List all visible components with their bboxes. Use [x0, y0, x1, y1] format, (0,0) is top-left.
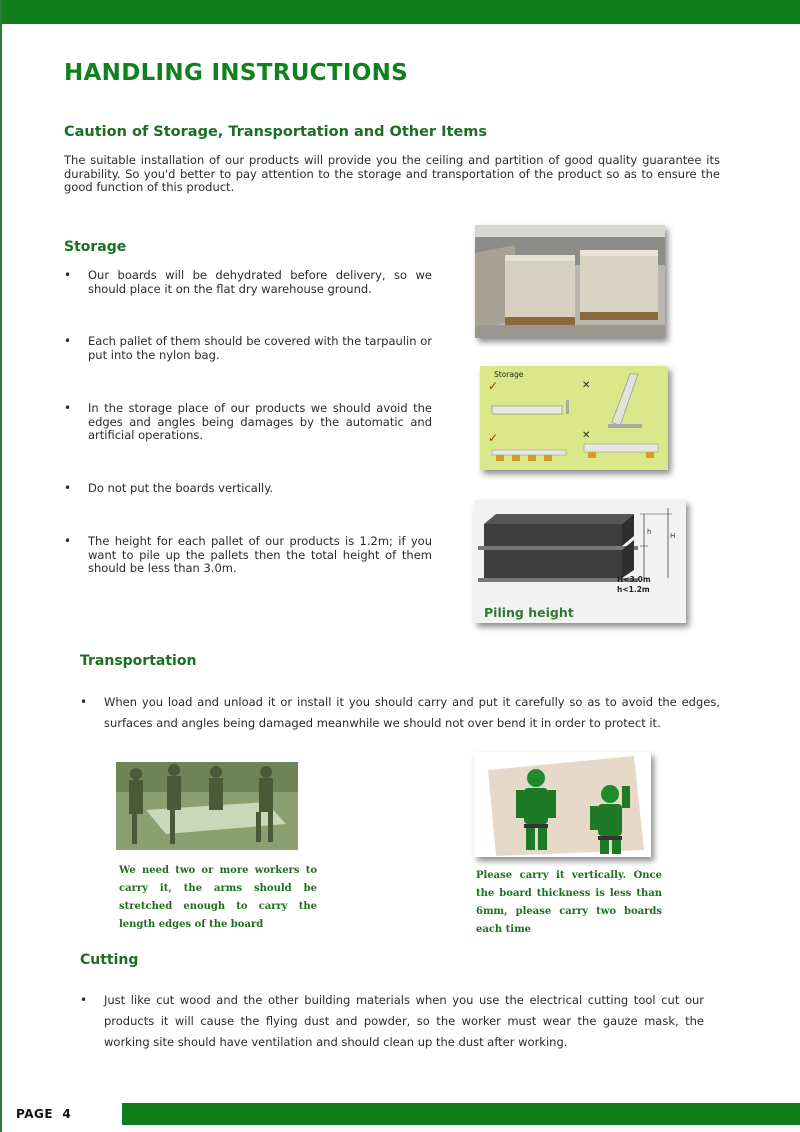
caution-paragraph: The suitable installation of our products will provide you the ceiling and partition of good quality guarantee its durability. So you'd better to pay attention to the storage and transportation of the product so as to ensure the good function of this product. [64, 153, 720, 194]
header-bar [0, 0, 800, 24]
check-icon: ✓ [488, 431, 499, 445]
left-caption: We need two or more workers to carry it, the arms should be stretched enough to carry the length edges of the board [119, 865, 317, 930]
height-mark-large: H [670, 532, 676, 540]
height-mark-small: h [647, 528, 652, 536]
page-number: 4 [62, 1107, 72, 1121]
storage-bullet-5 [64, 535, 432, 576]
bullet-icon: • [80, 695, 88, 709]
page-number-label [16, 1107, 71, 1121]
warehouse-photo [475, 225, 665, 338]
bullet-icon: • [80, 993, 88, 1007]
transportation-bullet-text: When you load and unload it or install it you should carry and put it carefully so as to avoid the edges, surfaces and angles being damaged meanwhile we should not over bend it in order to protect it. [104, 695, 720, 730]
storage-diagram-label: Storage [494, 370, 524, 379]
storage-heading: Storage [64, 239, 127, 255]
cutting-heading: Cutting [80, 952, 139, 968]
transportation-heading: Transportation [80, 653, 197, 669]
left-margin-line [0, 0, 2, 1132]
bullet-icon: • [64, 534, 72, 548]
storage-bullet-4 [64, 482, 432, 496]
cutting-bullet-text: Just like cut wood and the other building materials when you use the electrical cutting tool cut our products it will cause the flying dust and powder, so the worker must wear the gauze mask, the working site should have ventilation and should clean up the dust after working. [104, 993, 704, 1049]
cross-icon: ✕ [582, 430, 591, 441]
transportation-bullet [80, 692, 720, 734]
piling-h-large: H<3.0m [617, 575, 651, 584]
bullet-icon: • [64, 481, 72, 495]
cutting-bullet [80, 990, 704, 1053]
storage-bullet-1-text: Our boards will be dehydrated before delivery, so we should place it on the flat dry warehouse ground. [88, 268, 432, 296]
piling-height-label: Piling height [484, 605, 574, 620]
check-icon: ✓ [488, 379, 499, 393]
workers-carrying-photo [116, 762, 298, 850]
bullet-icon: • [64, 334, 72, 348]
page-label: PAGE [16, 1107, 54, 1121]
storage-diagram [480, 366, 668, 470]
page-title: HANDLING INSTRUCTIONS [64, 60, 408, 86]
footer-bar [122, 1103, 800, 1125]
bullet-icon: • [64, 268, 72, 282]
vertical-carry-illustration [474, 752, 651, 857]
storage-bullet-2 [64, 335, 432, 362]
storage-bullet-3-text: In the storage place of our products we should avoid the edges and angles being damages by the automatic and artificial operations. [88, 401, 432, 442]
bullet-icon: • [64, 401, 72, 415]
cross-icon: ✕ [582, 380, 591, 391]
storage-bullet-1 [64, 269, 432, 296]
caution-heading: Caution of Storage, Transportation and Other Items [64, 124, 488, 140]
storage-bullet-3 [64, 402, 432, 443]
storage-bullet-4-text: Do not put the boards vertically. [88, 481, 274, 495]
piling-h-small: h<1.2m [617, 585, 650, 594]
storage-bullet-5-text: The height for each pallet of our products is 1.2m; if you want to pile up the pallets then the total height of them should be less than 3.0m. [88, 534, 432, 575]
piling-height-diagram [474, 500, 686, 623]
right-caption: Please carry it vertically. Once the board thickness is less than 6mm, please carry two boards each time [476, 870, 662, 935]
storage-bullet-2-text: Each pallet of them should be covered with the tarpaulin or put into the nylon bag. [88, 334, 432, 362]
